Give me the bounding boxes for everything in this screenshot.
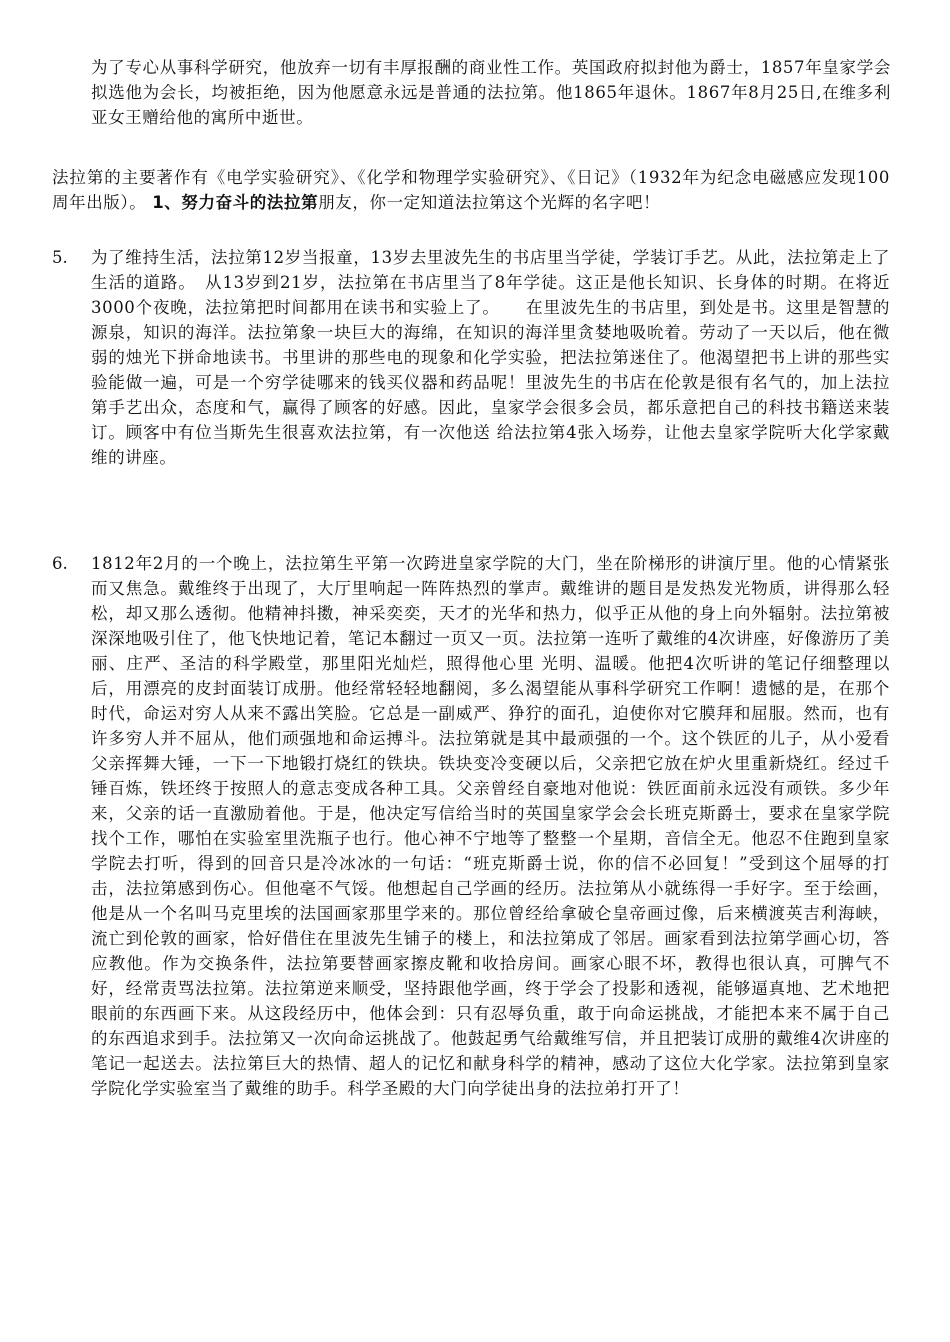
list-item-text: 1812年2月的一个晚上，法拉第生平第一次跨进皇家学院的大门，坐在阶梯形的讲演厅里。他的心情紧张而又焦急。戴维终于出现了，大厅里响起一阵阵热烈的掌声。戴维讲的题目是发热发光物质，讲得那么轻松，却又那么透彻。他精神抖擞，神采奕奕，天才的光华和热力，似乎正从他的身上向外辐射。法拉第被深深地吸引住了，他飞快地记着，笔记本翻过一页又一页。法拉第一连听了戴维的4次讲座，好像游历了美丽、庄严、圣洁的科学殿堂，那里阳光灿烂，照得他心里 光明、温暖。他把4次听讲的笔记仔细整理以后，用漂亮的皮封面装订成册。他经常轻轻地翻阅，多么渴望能从事科学研究工作啊！遗憾的是，在那个时代，命运对穷人从来不露出笑脸。它总是一副威严、狰狞的面孔，迫使你对它膜拜和屈服。然而，也有许多穷人并不屈从，他们顽强地和命运搏斗。法拉第就是其中最顽强的一个。这个铁匠的儿子，从小爱看父亲挥舞大锤，一下一下地锻打烧红的铁块。铁块变冷变硬以后，父亲把它放在炉火里重新烧红。经过千锤百炼，铁坯终于按照人的意志变成各种工具。父亲曾经自豪地对他说：铁匠面前永远没有顽铁。多少年来，父亲的话一直激励着他。于是，他决定写信给当时的英国皇家学会会长班克斯爵士，要求在皇家学院找个工作，哪怕在实验室里洗瓶子也行。他心神不宁地等了整整一个星期，音信全无。他忍不住跑到皇家学院去打听，得到的回音只是冷冰冰的一句话：“班克斯爵士说，你的信不必回复！”受到这个屈辱的打击，法拉第感到伤心。但他毫不气馁。他想起自己学画的经历。法拉第从小就练得一手好字。至于绘画，他是从一个名叫马克里埃的法国画家那里学来的。那位曾经给拿破仑皇帝画过像，后来横渡英吉利海峡，流亡到伦敦的画家，恰好借住在里波先生铺子的楼上，和法拉第成了邻居。画家看到法拉第学画心切，答应教他。作为交换条件，法拉第要替画家擦皮靴和收拾房间。画家心眼不坏，教得也很认真，可脾气不好，经常责骂法拉第。法拉第逆来顺受，坚持跟他学画，终于学会了投影和透视，能够逼真地、艺术地把眼前的东西画下来。从这段经历中，他体会到：只有忍辱负重，敢于向命运挑战，才能把本来不属于自己的东西追求到手。法拉第又一次向命运挑战了。他鼓起勇气给戴维写信，并且把装订成册的戴维4次讲座的笔记一起送去。法拉第巨大的热情、超人的记忆和献身科学的精神，感动了这位大化学家。法拉第到皇家学院化学实验室当了戴维的助手。科学圣殿的大门向学徒出身的法拉弟打开了！ <box>91 554 890 1098</box>
works-text: 法拉第的主要著作有《电学实验研究》、《化学和物理学实验研究》、《日记》（1932年为纪念电磁感应发现100周年出版）。 <box>52 168 890 212</box>
works-text-continued: 朋友，你一定知道法拉第这个光辉的名字吧！ <box>318 193 661 212</box>
paragraph-works <box>52 165 890 215</box>
paragraph-retirement: 为了专心从事科学研究，他放弃一切有丰厚报酬的商业性工作。英国政府拟封他为爵士，1857年皇家学会拟选他为会长，均被拒绝，因为他愿意永远是普通的法拉第。他1865年退休。1867年8月25日,在维多利亚女王赠给他的寓所中逝世。 <box>91 58 891 127</box>
list-item-text: 为了维持生活，法拉第12岁当报童，13岁去里波先生的书店里当学徒，学装订手艺。从此，法拉第走上了生活的道路。 从13岁到21岁，法拉第在书店里当了8年学徒。这正是他长知识、长身体的时期。在将近3000个夜晚，法拉第把时间都用在读书和实验上了。 在里波先生的书店里，到处是书。这里是智慧的源泉，知识的海洋。法拉第象一块巨大的海绵，在知识的海洋里贪婪地吸吮着。劳动了一天以后，他在微弱的烛光下拼命地读书。书里讲的那些电的现象和化学实验，把法拉第迷住了。他渴望把书上讲的那些实验能做一遍，可是一个穷学徒哪来的钱买仪器和药品呢！里波先生的书店在伦敦是很有名气的，加上法拉第手艺出众，态度和气，赢得了顾客的好感。因此，皇家学会很多会员，都乐意把自己的科技书籍送来装订。顾客中有位当斯先生很喜欢法拉第，有一次他送 给法拉第4张入场券，让他去皇家学院听大化学家戴维的讲座。 <box>91 248 890 467</box>
list-number: 5. <box>52 248 68 267</box>
section-heading: 1、努力奋斗的法拉第 <box>152 193 319 212</box>
list-number: 6. <box>52 554 68 573</box>
